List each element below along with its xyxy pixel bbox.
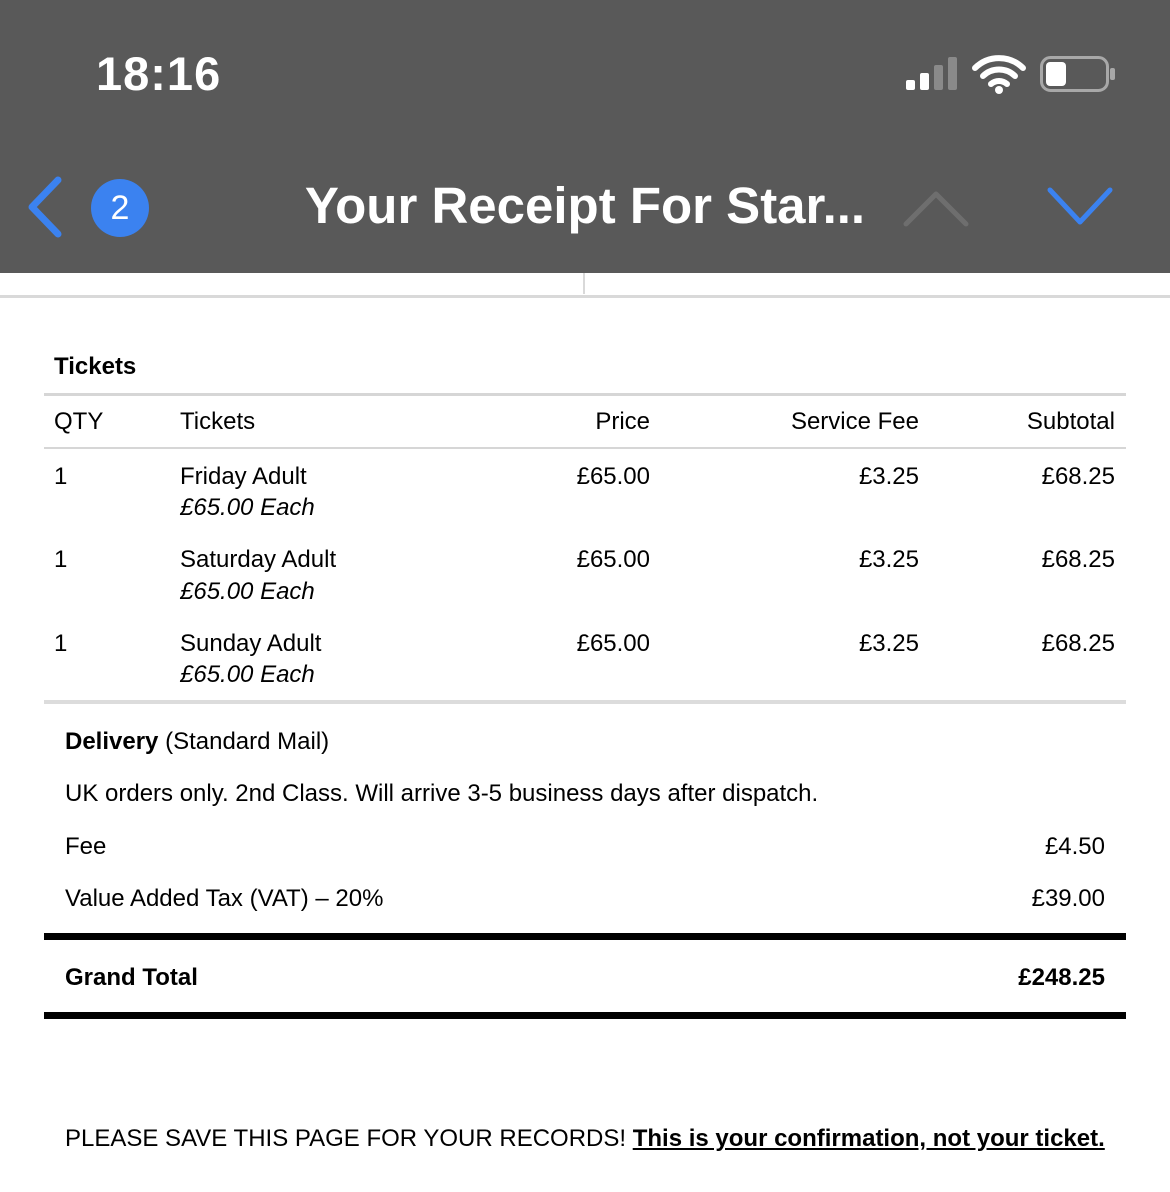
divider bbox=[44, 700, 1126, 704]
row-qty: 1 bbox=[54, 630, 68, 657]
row-ticket-note: £65.00 Each bbox=[180, 578, 315, 605]
wifi-icon bbox=[972, 54, 1026, 94]
row-ticket-note: £65.00 Each bbox=[180, 494, 315, 521]
divider bbox=[44, 447, 1126, 449]
row-subtotal: £68.25 bbox=[1041, 630, 1115, 657]
chevron-down-icon[interactable] bbox=[1044, 184, 1116, 228]
vat-label: Value Added Tax (VAT) – 20% bbox=[65, 885, 384, 912]
column-header-qty: QTY bbox=[54, 408, 104, 435]
divider bbox=[44, 1012, 1126, 1019]
row-price: £65.00 bbox=[576, 630, 650, 657]
delivery-method: (Standard Mail) bbox=[165, 728, 330, 755]
column-header-price: Price bbox=[595, 408, 650, 435]
divider bbox=[44, 933, 1126, 940]
row-service-fee: £3.25 bbox=[858, 463, 919, 490]
divider bbox=[0, 295, 1170, 298]
delivery-label: Delivery bbox=[65, 728, 159, 755]
row-service-fee: £3.25 bbox=[858, 630, 919, 657]
delivery-heading bbox=[65, 728, 329, 756]
battery-icon bbox=[1040, 56, 1116, 92]
signal-icon bbox=[906, 56, 960, 90]
save-notice bbox=[65, 1123, 1105, 1154]
grand-total-label: Grand Total bbox=[65, 964, 198, 991]
row-subtotal: £68.25 bbox=[1041, 546, 1115, 573]
grand-total-value: £248.25 bbox=[1018, 964, 1105, 991]
page-title: Your Receipt For Star... bbox=[304, 177, 866, 234]
nav-header bbox=[0, 0, 1170, 273]
row-qty: 1 bbox=[54, 546, 68, 573]
divider bbox=[44, 393, 1126, 396]
fee-label: Fee bbox=[65, 833, 107, 860]
divider bbox=[583, 273, 585, 294]
row-ticket-name: Friday Adult bbox=[180, 463, 307, 490]
column-header-subtotal: Subtotal bbox=[1026, 408, 1115, 435]
column-header-service-fee: Service Fee bbox=[790, 408, 919, 435]
row-price: £65.00 bbox=[576, 546, 650, 573]
column-header-tickets: Tickets bbox=[180, 408, 256, 435]
row-qty: 1 bbox=[54, 463, 68, 490]
tickets-section-title: Tickets bbox=[54, 353, 137, 380]
row-subtotal: £68.25 bbox=[1041, 463, 1115, 490]
vat-value: £39.00 bbox=[1031, 885, 1105, 912]
unread-count-badge[interactable]: 2 bbox=[91, 179, 149, 237]
row-ticket-name: Saturday Adult bbox=[180, 546, 337, 573]
row-price: £65.00 bbox=[576, 463, 650, 490]
row-ticket-note: £65.00 Each bbox=[180, 661, 315, 688]
save-notice-text: PLEASE SAVE THIS PAGE FOR YOUR RECORDS! bbox=[65, 1125, 627, 1152]
fee-value: £4.50 bbox=[1044, 833, 1105, 860]
chevron-up-icon[interactable] bbox=[900, 184, 972, 228]
confirmation-notice: This is your confirmation, not your ticket. bbox=[632, 1125, 1105, 1152]
row-service-fee: £3.25 bbox=[858, 546, 919, 573]
status-time: 18:16 bbox=[96, 47, 222, 100]
delivery-description: UK orders only. 2nd Class. Will arrive 3-5 business days after dispatch. bbox=[65, 780, 819, 807]
back-chevron-icon[interactable] bbox=[24, 176, 66, 238]
row-ticket-name: Sunday Adult bbox=[180, 630, 322, 657]
